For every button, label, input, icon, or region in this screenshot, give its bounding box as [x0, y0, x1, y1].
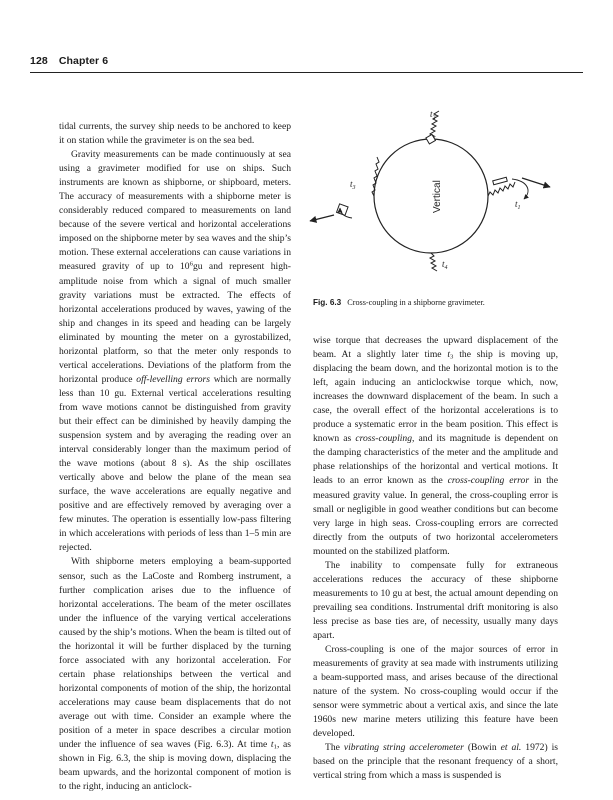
text-run: Gravity measurements can be made continuously at sea using a gravimeter modified for use on ships. Such instruments are known as shipborne, or shipboard, meters. The accuracy of measurements with a shipborne meter is considerably reduced compared to measurements on land because of the severe vertical and horizontal accelerations imposed on the shipborne meter by sea waves and the ship’s motion. These external accelerations can cause variations in measured gravity of up to 10 — [59, 149, 291, 273]
text-run: , as shown in Fig. 6.3, the ship is moving down, displacing the beam upwards, and the horizontal component of motion is to the right, inducing an anticlock- — [59, 739, 291, 793]
header-rule — [30, 72, 583, 73]
figure-cross-coupling — [300, 95, 560, 295]
emphasis: et al. — [500, 742, 522, 754]
text-run: the ship is moving up, displacing the beam down, and the horizontal motion is to the left, again inducing an anticlockwise torque which, now, increases the downward displacement of the beam. In such a case, the overall effect of the horizontal accelerations is to produce a systematic error in the beam position. This effect is known as — [313, 349, 558, 445]
emphasis: t — [270, 739, 274, 751]
meter-position-t4 — [430, 253, 437, 271]
paragraph — [313, 741, 558, 783]
emphasis: vibrating string accelerometer — [343, 742, 464, 754]
paragraph — [59, 148, 291, 555]
paragraph: The inability to compensate fully for extraneous accelerations reduces the accuracy of these shipborne measurements to 10 gu at best, the actual amount depending on prevailing sea conditions. Instrumental drift monitoring is also less precise as base ties are, of necessity, usually many days apart. — [313, 559, 558, 641]
subscript: 3 — [450, 353, 454, 361]
figure-caption — [313, 297, 558, 308]
vertical-label: Vertical — [432, 180, 443, 213]
emphasis: t — [447, 349, 451, 361]
emphasis: cross-coupling error — [447, 475, 530, 487]
text-run: which are normally less than 10 gu. External vertical accelerations resulting from wave motions cannot be distinguished from gravity but their effect can be diminished by heavily damping the suspension system and by averaging the reading over an interval considerably longer than the maximum period of the wave motions (about 8 s). As the ship oscillates vertically above and below the plane of the mean sea surface, the wave accelerations are equally negative and positive and are effectively removed by averaging over a few minutes. The operation is essentially low-pass filtering in which accelerations with periods of less than 1–5 min are rejected. — [59, 373, 291, 554]
paragraph: Cross-coupling is one of the major sources of error in measurements of gravity at sea made with instruments utilizing a beam-supported mass, and arises because of the directional nature of the system. No cross-coupling would occur if the sensor were symmetric about a vertical axis, and since the late 1960s new marine meters utilizing this feature have been developed. — [313, 644, 558, 740]
figure-diagram — [300, 95, 560, 295]
text-run: (Bowin — [463, 742, 501, 754]
figure-caption-label: Fig. 6.3 — [313, 298, 342, 307]
time-label-t2: $t_2$ — [430, 109, 436, 121]
paragraph — [313, 334, 558, 559]
text-run: wise torque that decreases the upward displacement of the beam. At a slightly later time — [313, 335, 558, 361]
meter-position-t3 — [310, 157, 379, 221]
paragraph: tidal currents, the survey ship needs to be anchored to keep it on station while the gravimeter is on the sea bed. — [59, 121, 291, 147]
text-run: The — [325, 742, 344, 754]
right-column — [313, 334, 558, 784]
subscript: 1 — [273, 743, 277, 751]
meter-position-t1 — [488, 177, 550, 199]
text-run: , and its magnitude is dependent on the damping characteristics of the meter and the amplitude and phase relationships of the horizontal and vertical motions. It leads to an error known as the — [313, 433, 558, 487]
time-label-t3: $t_3$ — [350, 179, 356, 191]
time-label-t1: $t_1$ — [515, 199, 521, 211]
paragraph — [59, 555, 291, 794]
superscript: 6 — [189, 261, 193, 269]
running-header — [30, 55, 108, 67]
emphasis: off-levelling errors — [136, 373, 210, 385]
text-run: gu and represent high-amplitude noise from which a signal of much smaller gravity variations must be extracted. The effects of horizontal accelerations produced by waves, yawing of the ship and changes in its speed and heading can be largely eliminated by mounting the meter on a gyrostabilized, horizontal platform, so that the meter only responds to vertical accelerations. Deviations of the platform from the horizontal produce — [59, 261, 291, 385]
figure-caption-text: Cross-coupling in a shipborne gravimeter. — [347, 298, 485, 307]
text-run: With shipborne meters employing a beam-supported sensor, such as the LaCoste and Romberg instrument, a further complication arises due to the influence of horizontal accelerations. The beam of the meter oscillates under the influence of the varying vertical accelerations caused by the ship’s motions. When the beam is tilted out of the horizontal it will be further displaced by the turning force associated with any horizontal acceleration. For certain phase relationships between the vertical and horizontal components of motion of the ship, the horizontal accelerations may cause beam displacements that do not average out with time. Consider an example where the position of a meter in space describes a circular motion under the influence of sea waves (Fig. 6.3). At time — [59, 556, 291, 751]
orbit-circle — [374, 139, 488, 253]
emphasis: cross-coupling — [355, 433, 413, 445]
text-run: 1972) is based on the principle that the resonant frequency of a short, vertical string from which a mass is suspended is — [313, 742, 558, 782]
left-column — [59, 120, 291, 794]
chapter-label: Chapter 6 — [58, 55, 109, 67]
page-number: 128 — [30, 55, 48, 67]
text-run: in the measured gravity value. In general, the cross-coupling error is small or negligible in good weather conditions but can become very large in high seas. Cross-coupling errors are corrected directly from the outputs of two horizontal accelerometers mounted on the stabilized platform. — [313, 475, 558, 557]
time-label-t4: $t_4$ — [442, 259, 448, 271]
